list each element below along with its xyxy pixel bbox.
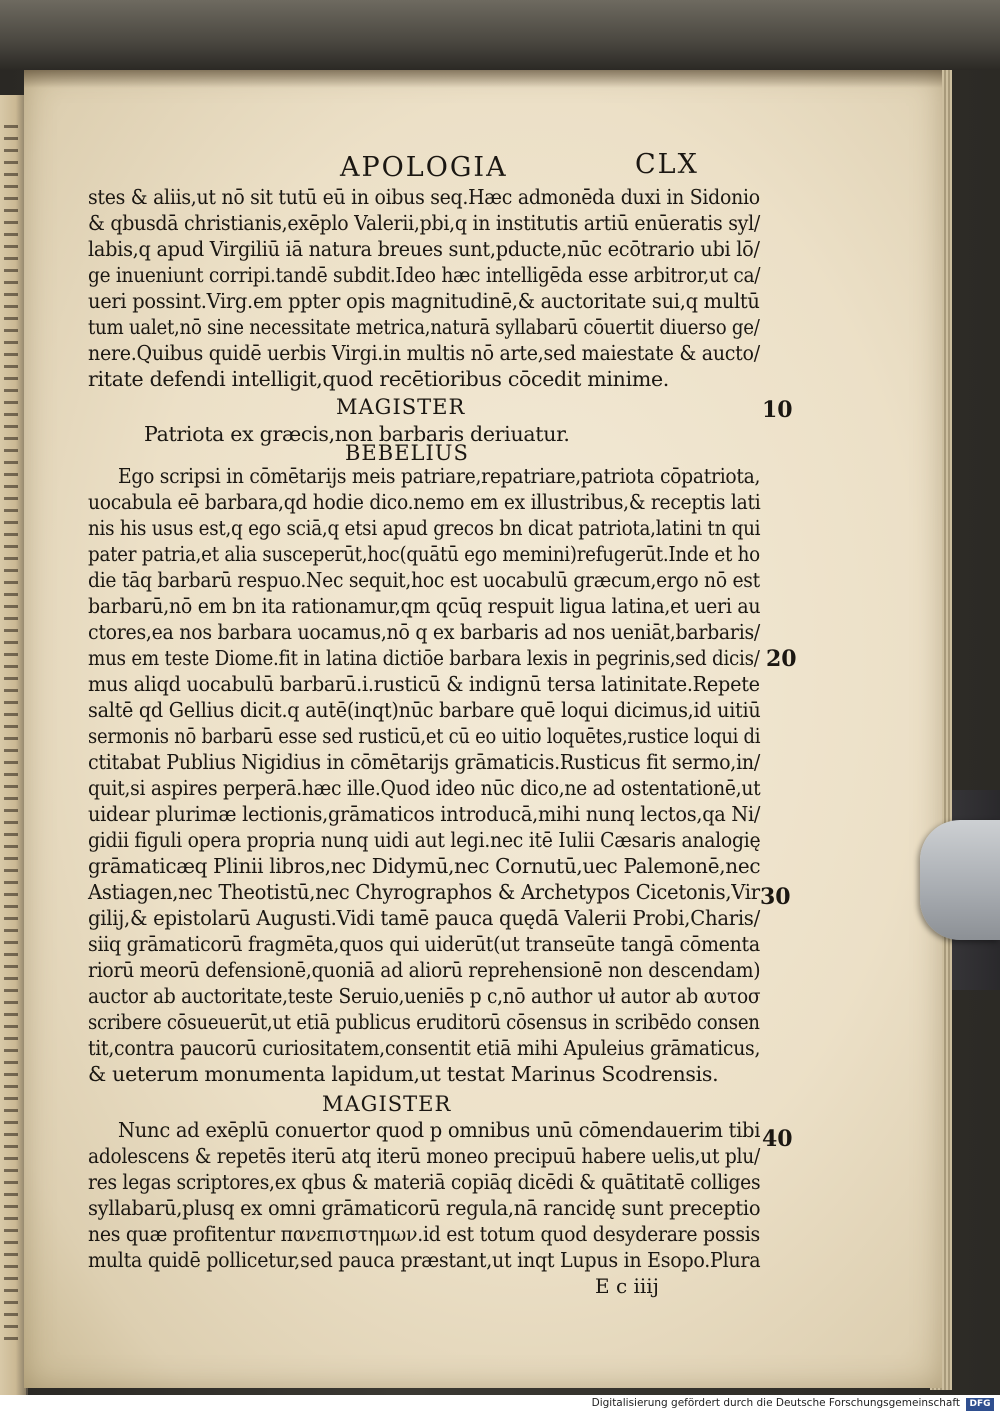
text-line: scribere cōsueuerūt,ut etiā publicus eruditorū cōsensus in scribēdo consen [88, 1010, 760, 1034]
text-line: sermonis nō barbarū esse sed rusticū,et cū eo uitio loquētes,rustice loqui di [88, 724, 761, 748]
text-line: labis,q apud Virgiliū iā natura breues sunt,pducte,nūc ecōtrario ubi lō∕ [88, 237, 760, 261]
text-line: multa quidē pollicetur,sed pauca præstant,ut inqt Lupus in Esopo.Plura [88, 1248, 761, 1272]
folio-number: CLX [635, 149, 699, 180]
text-line: Astiagen,nec Theotistū,nec Chyrographos & Archetypos Cicetonis,Vir [88, 880, 760, 904]
text-line: quit,si aspires perperā.hæc ille.Quod ideo nūc dico,ne ad ostentationē,ut [88, 776, 761, 800]
running-head: APOLOGIA [340, 152, 508, 183]
text-line: res legas scriptores,ex qbus & materiā copiāq dicēdi & quātitatē colliges [88, 1170, 761, 1194]
line-number: 20 [766, 646, 797, 672]
text-line: tum ualet,nō sine necessitate metrica,naturā syllabarū cōuertit diuerso ge∕ [88, 315, 760, 339]
line-number: 40 [762, 1126, 793, 1152]
speaker-heading: MAGISTER [336, 395, 466, 419]
text-line: siiq grāmaticorū fragmēta,quos qui uiderūt(ut transeūte tangā cōmenta [88, 932, 760, 956]
text-line: & qbusdā christianis,exēplo Valerii,pbi,q in institutis artiū enūeratis syl∕ [88, 211, 760, 235]
speaker-heading: BEBELIUS [345, 441, 469, 465]
text-line: ge inueniunt corripi.tandē subdit.Ideo hæc intelligēda esse arbitror,ut ca∕ [88, 263, 761, 287]
text-line: ritate defendi intelligit,quod recētioribus cōcedit minime. [88, 367, 670, 391]
signature-mark: E c iiij [595, 1274, 659, 1298]
line-number: 10 [762, 397, 793, 423]
text-line: ctitabat Publius Nigidius in cōmētarijs grāmaticis.Rusticus fit sermo,in∕ [88, 750, 761, 774]
text-line: grāmaticæq Plinii libros,nec Didymū,nec Cornutū,uec Palemonē,nec [88, 854, 761, 878]
text-line: pater patria,et alia susceperūt,hoc(quātū ego memini)refugerūt.Inde et ho [88, 542, 760, 566]
text-line: nes quæ profitentur πανεπιστημων.id est totum quod desyderare possis [88, 1222, 760, 1246]
thesis-line: Patriota ex græcis,non barbaris deriuatur. [144, 422, 570, 446]
text-line: tit,contra paucorū curiositatem,consentit etiā mihi Apuleius grāmaticus, [88, 1036, 761, 1060]
text-line: riorū meorū defensionē,quoniā ad aliorū reprehensionē non descendam) [88, 958, 761, 982]
text-line: syllabarū,plusq ex omni grāmaticorū regula,nā rancidę sunt preceptio [88, 1196, 761, 1220]
text-line: die tāq barbarū respuo.Nec sequit,hoc est uocabulū græcum,ergo nō est [88, 568, 760, 592]
text-line: mus em teste Diome.fit in latina dictiōe barbara lexis in pegrinis,sed dicis∕ [88, 646, 760, 670]
text-line: gidii figuli opera propria nunq uidi aut legi.nec itē Iulii Cæsaris analogię [88, 828, 761, 852]
text-line: Nunc ad exēplū conuertor quod p omnibus unū cōmendauerim tibi [118, 1118, 761, 1142]
text-line: & ueterum monumenta lapidum,ut testat Marinus Scodrensis. [88, 1062, 719, 1086]
text-line: gilij,& epistolarū Augusti.Vidi tamē pauca quędā Valerii Probi,Charis∕ [88, 906, 760, 930]
text-line: ueri possint.Virg.em ppter opis magnitudinē,& auctoritate sui,q multū [88, 289, 760, 313]
text-line: barbarū,nō em bn ita rationamur,qm qcūq respuit ligua latina,et ueri au [88, 594, 761, 618]
funding-credit: Digitalisierung gefördert durch die Deutsche Forschungsgemeinschaft [591, 1397, 960, 1409]
text-line: uidear plurimæ lectionis,grāmaticos introducā,mihi nunq lectos,qa Ni∕ [88, 802, 761, 826]
text-line: Ego scripsi in cōmētarijs meis patriare,repatriare,patriota cōpatriota, [118, 464, 761, 488]
text-line: ctores,ea nos barbara uocamus,nō q ex barbaris ad nos ueniāt,barbaris∕ [88, 620, 761, 644]
text-line: saltē qd Gellius dicit.q autē(inqt)nūc barbare quē loqui dicimus,id uitiū [88, 698, 761, 722]
dfg-logo: DFG [966, 1398, 994, 1411]
speaker-heading: MAGISTER [322, 1092, 452, 1116]
line-number: 30 [760, 884, 791, 910]
text-line: stes & aliis,ut nō sit tutū eū in oibus seq.Hæc admonēda duxi in Sidonio [88, 185, 760, 209]
text-line: uocabula eē barbara,qd hodie dico.nemo em ex illustribus,& receptis lati [88, 490, 761, 514]
text-line: adolescens & repetēs iterū atq iterū moneo precipuū habere uelis,ut plu∕ [88, 1144, 760, 1168]
text-line: auctor ab auctoritate,teste Seruio,ueniēs p c,nō author uł autor ab αυτοσ [88, 984, 761, 1008]
text-line: nis his usus est,q ego sciā,q etsi apud grecos bn dicat patriota,latini tn qui [88, 516, 761, 540]
text-line: mus aliqd uocabulū barbarū.i.rusticū & indignū tersa latinitate.Repete [88, 672, 760, 696]
text-line: nere.Quibus quidē uerbis Virgi.in multis nō arte,sed maiestate & aucto∕ [88, 341, 760, 365]
